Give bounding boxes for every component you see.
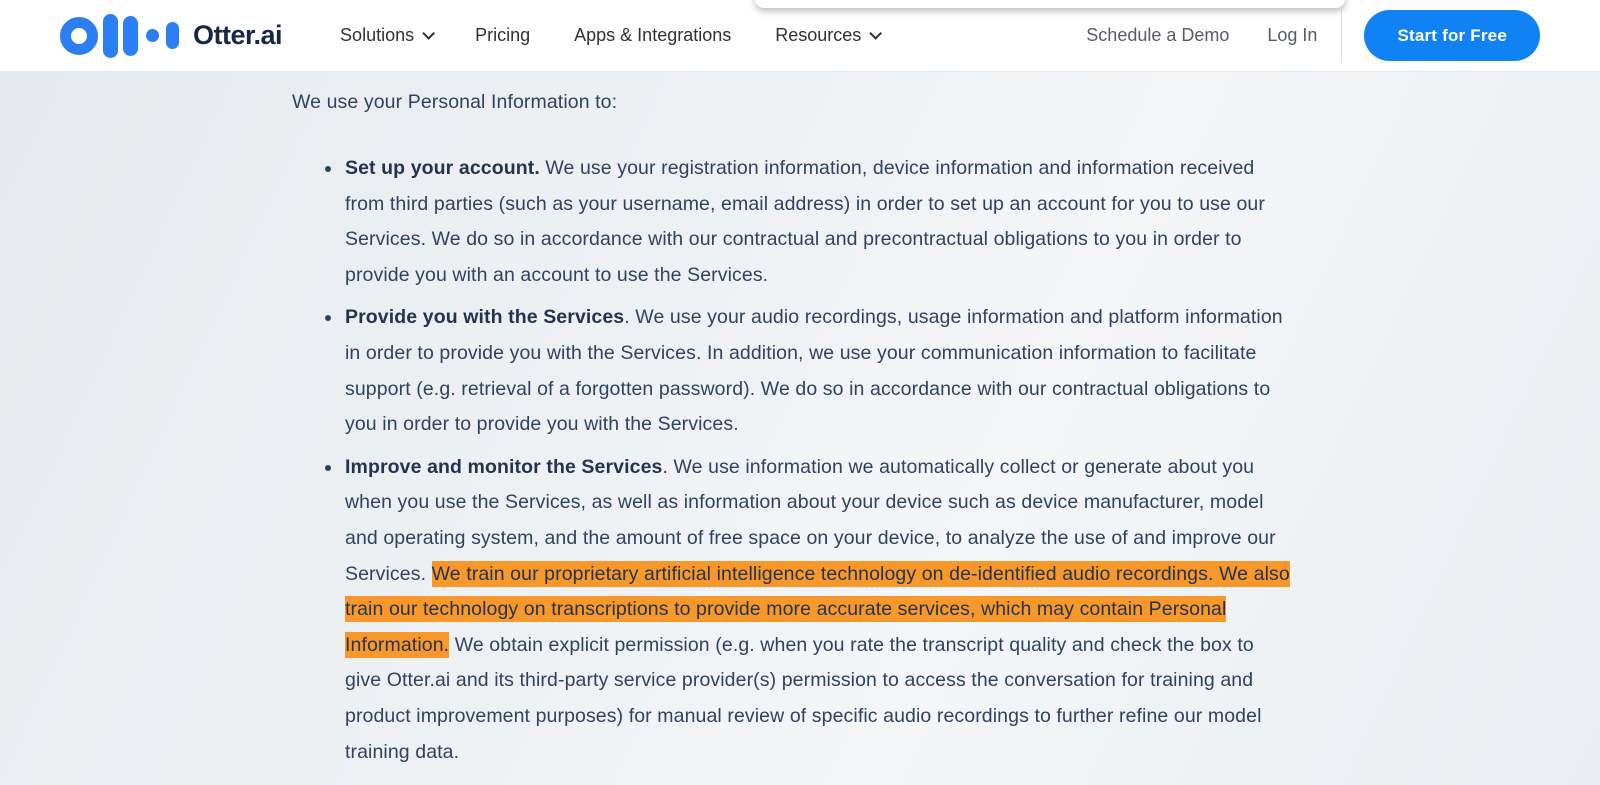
bullet-body-text: We obtain explicit permission (e.g. when you rate the transcript quality and check the box to give Otter.ai and its third-party service provider(s) permission to access the conversation for training and product improvement purposes) for manual review of specific audio recordings to further refine our model training data. (345, 633, 1262, 763)
chevron-down-icon (870, 27, 883, 40)
nav-item-solutions[interactable] (340, 25, 431, 46)
bullet-lead-text: Improve and monitor the Services (345, 455, 663, 478)
bullet-body-text: . We use your audio recordings, usage information and platform information in order to provide you with the Services. In addition, we use your communication information to facilitate support (e.g. retrieval of a forgotten password). We do so in accordance with our contractual obligations to you in order to provide you with the Services. (345, 306, 1283, 436)
bullet-body-text: . We use information we automatically collect or generate about you when you use the Services, as well as information about your device such as device manufacturer, model and operating system, and the amount of free space on your device, to analyze the use of and improve our Services. (345, 455, 1276, 585)
logo-bar-shape (103, 14, 118, 58)
chevron-down-icon (422, 27, 435, 40)
list-item-improve-monitor-services (345, 450, 1290, 770)
list-item-set-up-account (345, 151, 1290, 293)
highlighted-ai-training-text: We train our proprietary artificial intelligence technology on de-identified audio recordings. We also train our technology on transcriptions to provide more accurate services, which may contain Personal Information. (345, 562, 1290, 656)
personal-info-uses-list (292, 151, 1291, 770)
nav-item-label: Apps & Integrations (574, 25, 732, 45)
logo-bar-shape (123, 16, 138, 56)
cutoff-popup-edge (755, 0, 1345, 8)
bullet-body-text: We use your registration information, device information and information received from third parties (such as your username, email address) in order to set up an account for you to use our Services. We do so in accordance with our contractual and precontractual obligations to you in order to provide you with an account to use the Services. (345, 157, 1265, 286)
otter-soundwave-icon (60, 14, 179, 58)
nav-item-label: Pricing (475, 25, 531, 45)
site-header (0, 0, 1600, 72)
main-nav (340, 25, 878, 46)
start-for-free-button[interactable]: Start for Free (1364, 10, 1540, 61)
nav-item-apps-integrations[interactable] (574, 25, 731, 46)
nav-item-label: Solutions (340, 25, 415, 45)
log-in-link[interactable]: Log In (1267, 25, 1318, 45)
otter-logo[interactable] (60, 14, 282, 58)
logo-dot-shape (146, 29, 159, 42)
brand-name: Otter.ai (193, 20, 283, 50)
schedule-demo-link[interactable]: Schedule a Demo (1086, 25, 1230, 45)
nav-item-pricing[interactable] (475, 25, 530, 46)
list-item-provide-services (345, 300, 1290, 442)
bullet-lead-text: Set up your account. (345, 157, 540, 179)
bullet-lead-text: Provide you with the Services (345, 306, 625, 329)
header-actions (1086, 10, 1540, 62)
logo-ring-shape (60, 17, 98, 55)
nav-item-resources[interactable] (775, 25, 878, 46)
nav-item-label: Resources (775, 25, 862, 45)
section-intro: We use your Personal Information to: (292, 91, 618, 113)
logo-bar-shape (166, 22, 179, 49)
header-divider (1341, 10, 1342, 62)
privacy-policy-content (0, 72, 1600, 785)
